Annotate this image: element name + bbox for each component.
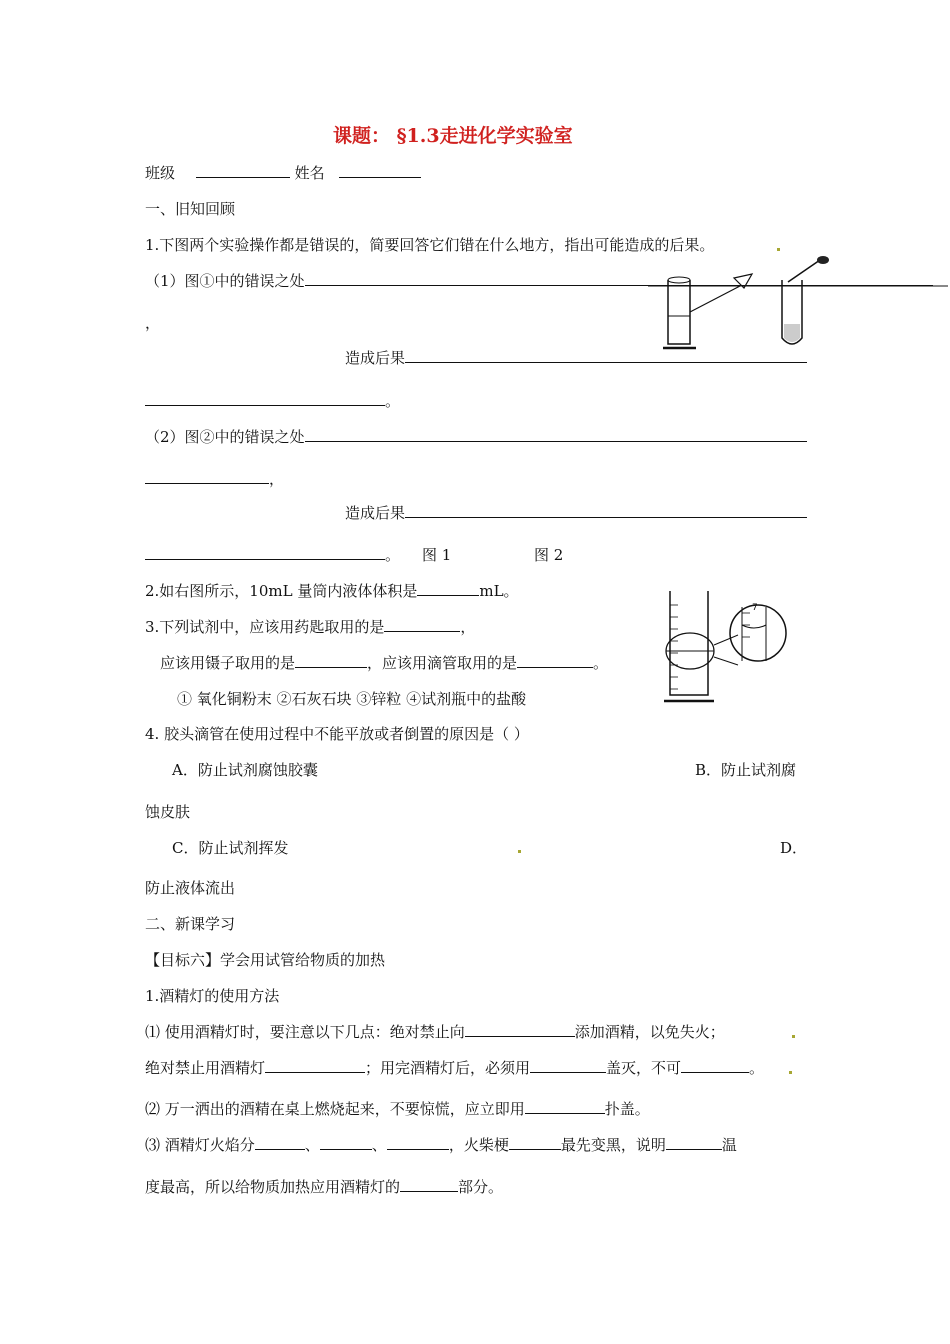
pouring-beaker-icon xyxy=(690,274,752,312)
goal-six: 【目标六】学会用试管给物质的加热 xyxy=(145,951,386,969)
point-1-3 xyxy=(145,1099,650,1119)
consequence-label: 造成后果 xyxy=(345,349,406,367)
p1-3-text-b: 扑盖。 xyxy=(604,1100,650,1118)
q1-part2-line xyxy=(145,427,807,447)
consequence-2-blank-cont[interactable] xyxy=(145,545,385,560)
q3-spoon-blank[interactable] xyxy=(384,617,460,632)
q3-tweezers-blank[interactable] xyxy=(295,653,367,668)
p1-2-text-d: 。 xyxy=(749,1059,765,1077)
q1-part1-label: （1）图①中的错误之处 xyxy=(145,272,305,290)
graduation-label: 7 xyxy=(752,603,758,613)
flame-part-1-blank[interactable] xyxy=(255,1135,305,1150)
q1-part2-blank[interactable] xyxy=(305,427,807,442)
p1-4-text-e: 温 xyxy=(721,1136,737,1154)
q1-part2-cont xyxy=(145,469,284,489)
cylinder-reading-figure xyxy=(658,585,788,710)
question-3 xyxy=(145,617,475,637)
consequence-label-2: 造成后果 xyxy=(345,504,406,522)
q3-options: ① 氧化铜粉末 ②石灰石块 ③锌粒 ④试剂瓶中的盐酸 xyxy=(177,690,527,708)
page-title: 课题： §1.3走进化学实验室 xyxy=(333,125,573,147)
q1-consequence-1-cont xyxy=(145,391,400,411)
p1-4-sep-1: 、 xyxy=(304,1136,320,1154)
heating-part-blank[interactable] xyxy=(400,1177,458,1192)
class-label: 班级 xyxy=(145,164,176,182)
comma-2: ， xyxy=(269,470,285,488)
q4-option-b: B．防止试剂腐 xyxy=(695,761,797,779)
p1-2-blank-c[interactable] xyxy=(681,1058,749,1073)
q2-text: 2.如右图所示，10mL 量筒内液体体积是 xyxy=(145,582,418,600)
class-name-line xyxy=(145,163,421,183)
p1-4-sep-2: 、 xyxy=(371,1136,387,1154)
point-1-4 xyxy=(145,1135,737,1155)
stray-dot-4 xyxy=(789,1071,792,1074)
point-1-2 xyxy=(145,1058,764,1078)
p1-5-text: 度最高，所以给物质加热应用酒精灯的 xyxy=(145,1178,401,1196)
name-label: 姓名 xyxy=(294,164,325,182)
p1-4-text-c: ，火柴梗 xyxy=(448,1136,509,1154)
period: 。 xyxy=(385,392,401,410)
p1-2-blank-b[interactable] xyxy=(530,1058,606,1073)
stray-dot-2 xyxy=(518,850,521,853)
q3-dropper-blank[interactable] xyxy=(517,653,593,668)
name-blank[interactable] xyxy=(339,163,421,178)
figure-2-caption: 图 2 xyxy=(534,546,564,564)
period-2: 。 xyxy=(385,546,401,564)
question-1: 1.下图两个实验操作都是错误的，简要回答它们错在什么地方，指出可能造成的后果。 xyxy=(145,236,715,254)
figures-1-2-illustration xyxy=(648,252,948,362)
q2-unit: mL。 xyxy=(479,582,519,600)
p1-4-text-d: 最先变黑，说明 xyxy=(560,1136,666,1154)
q1-consequence-2-cont xyxy=(145,545,400,565)
p1-5-text-b: 部分。 xyxy=(458,1178,504,1196)
q1-consequence-2-line xyxy=(345,503,807,523)
q3-tweezers-text: 应该用镊子取用的是 xyxy=(160,654,296,672)
q1-part2-label: （2）图②中的错误之处 xyxy=(145,428,305,446)
point-1-5 xyxy=(145,1177,503,1197)
p1-2-text-c: 盖灭，不可 xyxy=(606,1059,682,1077)
q2-blank[interactable] xyxy=(417,581,479,596)
graduated-cylinder-icon xyxy=(663,277,696,348)
class-blank[interactable] xyxy=(196,163,290,178)
question-3-line2 xyxy=(160,653,608,673)
q3-dropper-text: ，应该用滴管取用的是 xyxy=(367,654,518,672)
flame-part-3-blank[interactable] xyxy=(387,1135,449,1150)
stray-dot-3 xyxy=(792,1035,795,1038)
q3-text: 3.下列试剂中，应该用药匙取用的是 xyxy=(145,618,385,636)
q1-part2-blank-cont[interactable] xyxy=(145,469,269,484)
flame-part-2-blank[interactable] xyxy=(320,1135,372,1150)
q4-option-a: A．防止试剂腐蚀胶囊 xyxy=(172,761,318,779)
p1-1-blank[interactable] xyxy=(465,1022,575,1037)
q4-option-d-cont: 防止液体流出 xyxy=(145,879,236,897)
consequence-2-blank[interactable] xyxy=(405,503,807,518)
point-1-1 xyxy=(145,1022,725,1042)
p1-2-text-a: 绝对禁止用酒精灯 xyxy=(145,1059,266,1077)
q3-period: 。 xyxy=(593,654,609,672)
test-tube-icon xyxy=(782,256,829,344)
q4-option-c: C．防止试剂挥发 xyxy=(172,839,289,857)
p1-2-text-b: ；用完酒精灯后，必须用 xyxy=(365,1059,531,1077)
p1-4-text-a: ⑶ 酒精灯火焰分 xyxy=(145,1136,255,1154)
hottest-part-blank[interactable] xyxy=(666,1135,722,1150)
p1-1-text-b: 添加酒精，以免失火； xyxy=(574,1023,725,1041)
p1-3-blank[interactable] xyxy=(525,1099,605,1114)
question-2 xyxy=(145,581,519,601)
consequence-1-blank-cont[interactable] xyxy=(145,391,385,406)
question-4: 4. 胶头滴管在使用过程中不能平放或者倒置的原因是（ ） xyxy=(145,725,529,743)
section-review-heading: 一、旧知回顾 xyxy=(145,200,236,218)
point-1: 1.酒精灯的使用方法 xyxy=(145,987,280,1005)
p1-1-text: ⑴ 使用酒精灯时，要注意以下几点：绝对禁止向 xyxy=(145,1023,465,1041)
figure-1-caption: 图 1 xyxy=(422,546,452,564)
p1-3-text: ⑵ 万一洒出的酒精在桌上燃烧起来，不要惊慌，应立即用 xyxy=(145,1100,525,1118)
comma-1: ， xyxy=(145,314,161,332)
q4-option-d: D． xyxy=(780,839,808,857)
stray-dot xyxy=(777,248,780,251)
q3-comma: ， xyxy=(460,618,476,636)
matchstick-blank[interactable] xyxy=(509,1135,561,1150)
q4-option-b-cont: 蚀皮肤 xyxy=(145,803,191,821)
section-new-heading: 二、新课学习 xyxy=(145,915,236,933)
p1-2-blank-a[interactable] xyxy=(265,1058,365,1073)
